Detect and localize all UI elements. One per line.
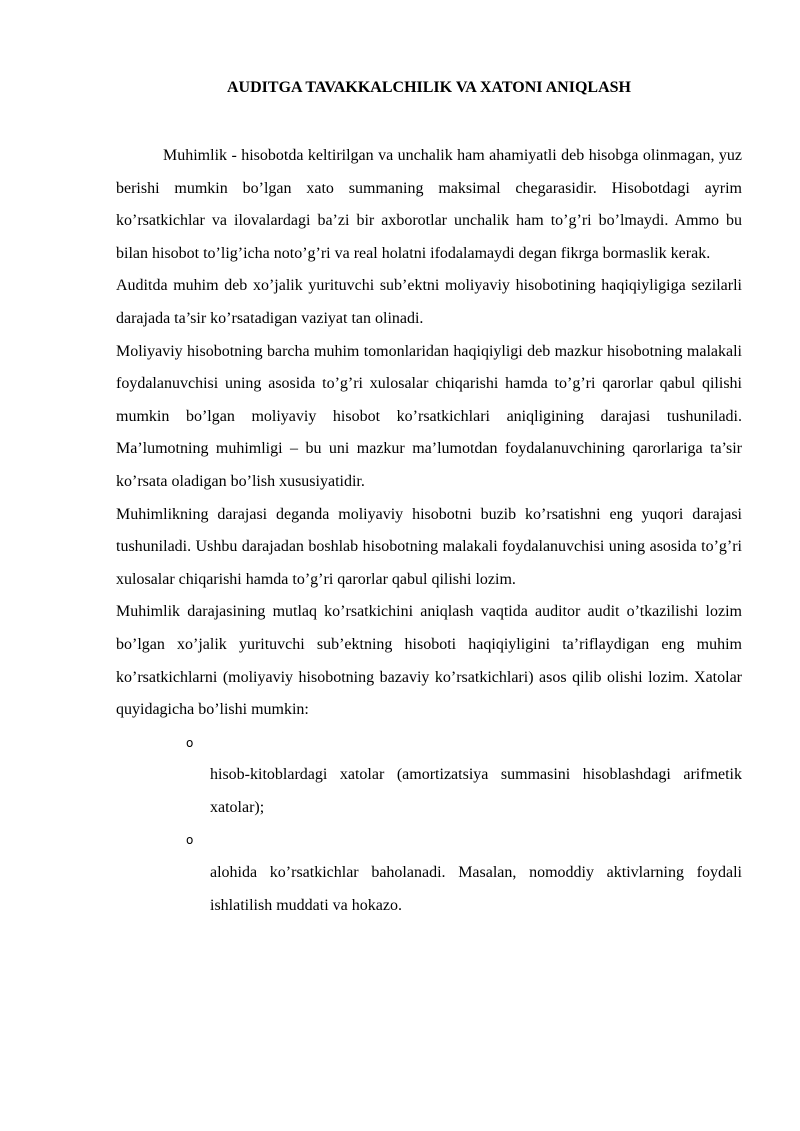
circle-bullet-icon: o bbox=[186, 735, 194, 750]
paragraph-materiality-definition: Muhimlik - hisobotda keltirilgan va unchalik ham ahamiyatli deb hisobga olinmagan, yuz berishi mumkin bo’lgan xato summaning maksimal chegarasidir. Hisobotdagi ayrim ko’rsatkichlar va ilovalardagi ba’zi bir axborotlar unchalik ham to’g’ri bo’lmaydi. Ammo bu bilan hisobot to’lig’icha noto’g’ri va real holatni ifodalamaydi degan fikrga bormaslik kerak. bbox=[116, 147, 742, 262]
list-item-text: alohida ko’rsatkichlar baholanadi. Masalan, nomoddiy aktivlarning foydali ishlatilish muddati va hokazo. bbox=[210, 864, 742, 914]
errors-list bbox=[116, 727, 742, 923]
circle-bullet-icon: o bbox=[186, 833, 194, 848]
paragraph-materiality-level: Muhimlikning darajasi deganda moliyaviy hisobotni buzib ko’rsatishni eng yuqori darajasi tushuniladi. Ushbu darajadan boshlab hisobotning malakali foydalanuvchisi uning asosida to’g’ri xulosalar chiqarishi hamda to’g’ri qarorlar qabul qilishi lozim. bbox=[116, 505, 742, 588]
document-body bbox=[116, 140, 742, 922]
paragraph-absolute-indicator: Muhimlik darajasining mutlaq ko’rsatkichini aniqlash vaqtida auditor audit o’tkazilishi lozim bo’lgan xo’jalik yurituvchi sub’ektning hisoboti haqiqiyligini ta’riflaydigan eng muhim ko’rsatkichlarni (moliyaviy hisobotning bazaviy ko’rsatkichlari) asos qilib olishi lozim. Xatolar quyidagicha bo’lishi mumkin: bbox=[116, 603, 742, 719]
document-title: AUDITGA TAVAKKALCHILIK VA XATONI ANIQLASH bbox=[227, 79, 631, 96]
list-item-text: hisob-kitoblardagi xatolar (amortizatsiya summasini hisoblashdagi arifmetik xatolar); bbox=[210, 766, 742, 816]
paragraph-report-reliability: Moliyaviy hisobotning barcha muhim tomonlaridan haqiqiyligi deb mazkur hisobotning malakali foydalanuvchisi uning asosida to’g’ri xulosalar chiqarishi hamda to’g’ri qarorlar qabul qilishi mumkin bo’lgan moliyaviy hisobot ko’rsatkichlari aniqligining darajasi tushuniladi. Ma’lumotning muhimligi – bu uni mazkur ma’lumotdan foydalanuvchining qarorlariga ta’sir ko’rsata oladigan bo’lish xususiyatidir. bbox=[116, 342, 742, 490]
list-item bbox=[116, 727, 742, 825]
list-item bbox=[116, 824, 742, 922]
paragraph-audit-significance: Auditda muhim deb xo’jalik yurituvchi sub’ektni moliyaviy hisobotining haqiqiyligiga sezilarli darajada ta’sir ko’rsatadigan vaziyat tan olinadi. bbox=[116, 277, 742, 327]
